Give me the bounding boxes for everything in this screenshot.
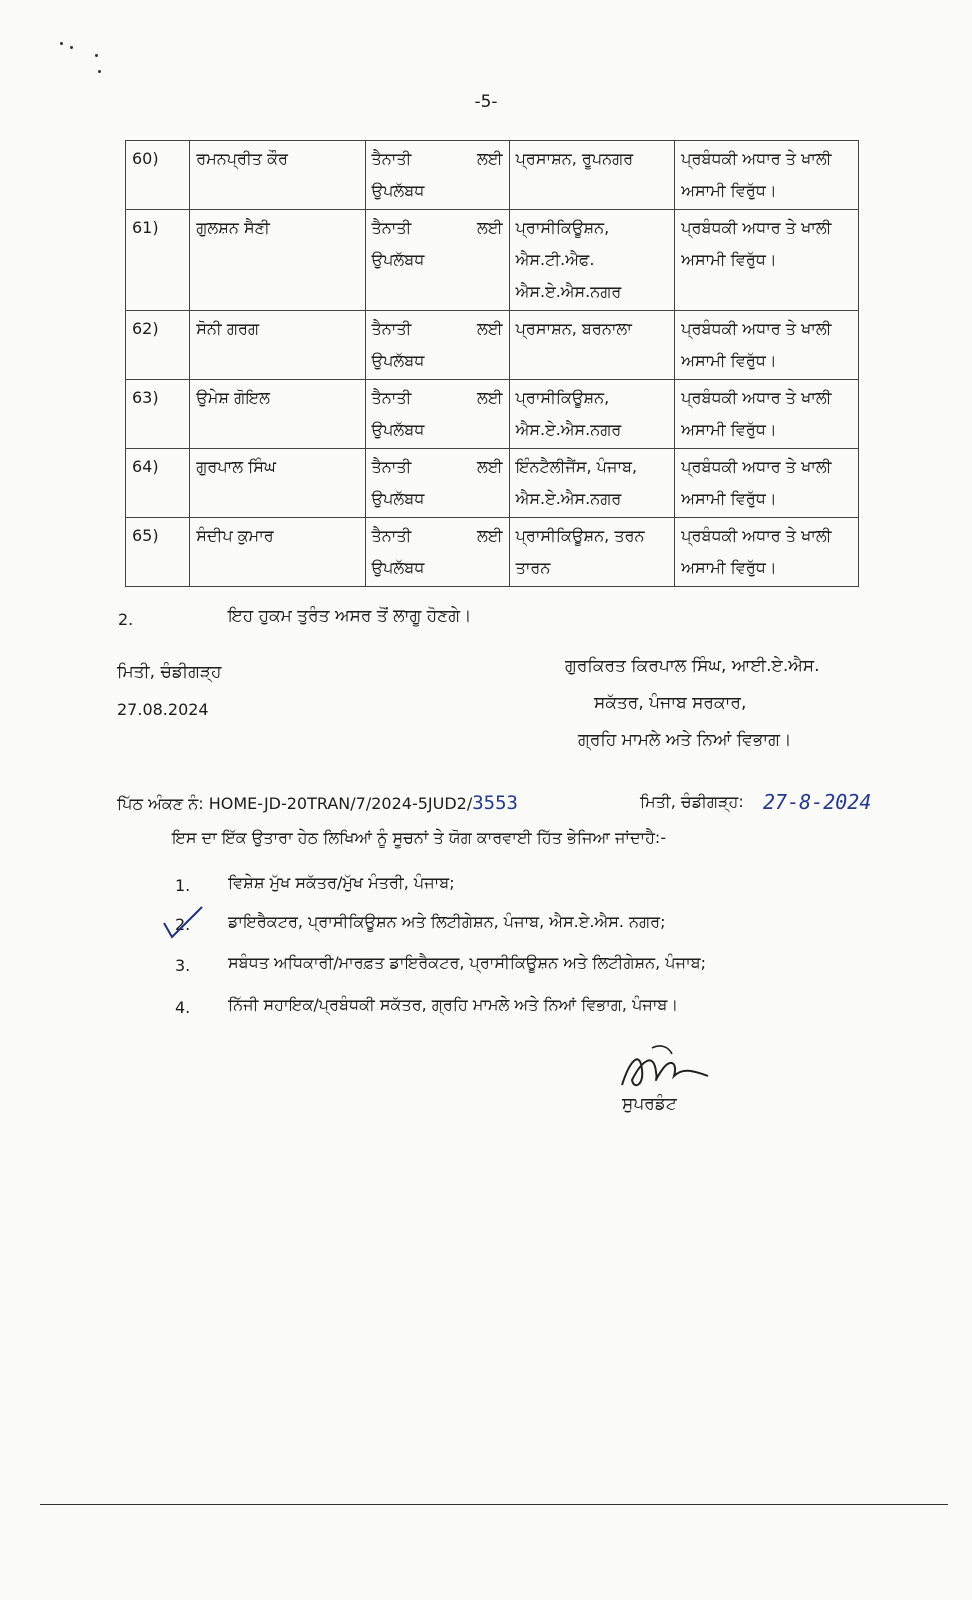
order-date: 27.08.2024 (117, 700, 209, 719)
recipient-text: ਸਬੰਧਤ ਅਧਿਕਾਰੀ/ਮਾਰਫ਼ਤ ਡਾਇਰੈਕਟਰ, ਪ੍ਰਾਸੀਕਿਊਸ਼ਨ ਅਤੇ ਲਿਟੀਗੇਸ਼ਨ, ਪੰਜਾਬ; (228, 953, 707, 972)
status-word: ਤੈਨਾਤੀ (371, 218, 412, 237)
table-row (126, 380, 859, 449)
status-word: ਤੈਨਾਤੀ (371, 457, 412, 476)
posting-line: ਐਸ.ਏ.ਐਸ.ਨਗਰ (515, 489, 622, 508)
endorsement-label: ਪਿੱਠ ਅੰਕਣ ਨੰ: (117, 794, 204, 813)
recipient-number: 2. (175, 915, 191, 934)
posting-line: ਪ੍ਰਾਸੀਕਿਊਸ਼ਨ, ਤਰਨ (515, 526, 645, 545)
remark-cell (675, 380, 859, 449)
date-place: ਮਿਤੀ, ਚੰਡੀਗੜ੍ਹ (117, 662, 222, 682)
page-number: -5- (474, 92, 498, 112)
posting-line: ਪ੍ਰਾਸੀਕਿਊਸ਼ਨ, (515, 388, 610, 407)
posting-cell (509, 449, 675, 518)
name-cell: ਗੁਰਪਾਲ ਸਿੰਘ (190, 449, 365, 518)
status-cell (365, 141, 509, 210)
recipient-text: ਡਾਇਰੈਕਟਰ, ਪ੍ਰਾਸੀਕਿਊਸ਼ਨ ਅਤੇ ਲਿਟੀਗੇਸ਼ਨ, ਪੰਜਾਬ, ਐਸ.ਏ.ਐਸ. ਨਗਰ; (228, 912, 666, 931)
remark-line: ਅਸਾਮੀ ਵਿਰੁੱਧ। (681, 181, 777, 200)
remark-line: ਅਸਾਮੀ ਵਿਰੁੱਧ। (681, 558, 777, 577)
posting-cell (509, 210, 675, 311)
recipient-number: 4. (175, 998, 191, 1017)
posting-line: ਪ੍ਰਸਾਸ਼ਨ, ਰੂਪਨਗਰ (515, 149, 634, 168)
endorsement-line (117, 792, 518, 814)
remark-cell (675, 210, 859, 311)
remark-cell (675, 518, 859, 587)
remark-line: ਪ੍ਰਬੰਧਕੀ ਅਧਾਰ ਤੇ ਖਾਲੀ (681, 149, 832, 168)
status-word: ਉਪਲੱਬਧ (371, 558, 425, 577)
status-line (372, 451, 503, 483)
signatory-department: ਗ੍ਰਹਿ ਮਾਮਲੇ ਅਤੇ ਨਿਆਂ ਵਿਭਾਗ। (578, 730, 792, 750)
para-number: 2. (118, 610, 134, 629)
name-cell: ਸੋਨੀ ਗਰਗ (190, 311, 365, 380)
remark-cell (675, 449, 859, 518)
serial-cell: 62) (126, 311, 190, 380)
posting-line: ਪ੍ਰਸਾਸ਼ਨ, ਬਰਨਾਲਾ (515, 319, 632, 338)
endorsement-date-label: ਮਿਤੀ, ਚੰਡੀਗੜ੍ਹ: (640, 792, 744, 811)
status-line (372, 520, 503, 552)
remark-line: ਪ੍ਰਬੰਧਕੀ ਅਧਾਰ ਤੇ ਖਾਲੀ (681, 388, 832, 407)
recipient-text: ਨਿੱਜੀ ਸਹਾਇਕ/ਪ੍ਰਬੰਧਕੀ ਸਕੱਤਰ, ਗ੍ਰਹਿ ਮਾਮਲੇ ਅਤੇ ਨਿਆਂ ਵਿਭਾਗ, ਪੰਜਾਬ। (228, 995, 679, 1014)
remark-line: ਪ੍ਰਬੰਧਕੀ ਅਧਾਰ ਤੇ ਖਾਲੀ (681, 218, 832, 237)
table-row (126, 311, 859, 380)
recipient-text: ਵਿਸ਼ੇਸ਼ ਮੁੱਖ ਸਕੱਤਰ/ਮੁੱਖ ਮੰਤਰੀ, ਪੰਜਾਬ; (228, 873, 455, 892)
status-cell (365, 518, 509, 587)
posting-line: ਤਾਰਨ (515, 558, 551, 577)
posting-cell (509, 518, 675, 587)
status-line (372, 143, 503, 175)
posting-table (125, 140, 859, 587)
status-line (372, 313, 503, 345)
signatory-name: ਗੁਰਕਿਰਤ ਕਿਰਪਾਲ ਸਿੰਘ, ਆਈ.ਏ.ਐਸ. (565, 656, 820, 676)
status-word: ਤੈਨਾਤੀ (371, 149, 412, 168)
scan-speck (98, 70, 101, 73)
posting-line: ਐਸ.ਏ.ਐਸ.ਨਗਰ (515, 282, 622, 301)
handwritten-date: 27-8-2024 (763, 790, 872, 814)
status-cell (365, 210, 509, 311)
name-cell: ਸੰਦੀਪ ਕੁਮਾਰ (190, 518, 365, 587)
status-word: ਤੈਨਾਤੀ (371, 388, 412, 407)
scan-speck (95, 54, 98, 57)
name-cell: ਗੁਲਸ਼ਨ ਸੈਣੀ (190, 210, 365, 311)
recipient-number: 3. (175, 956, 191, 975)
handwritten-number: 3553 (472, 792, 518, 814)
endorsement-intro: ਇਸ ਦਾ ਇੱਕ ਉਤਾਰਾ ਹੇਠ ਲਿਖਿਆਂ ਨੂੰ ਸੂਚਨਾਂ ਤੇ ਯੋਗ ਕਾਰਵਾਈ ਹਿੱਤ ਭੇਜਿਆ ਜਾਂਦਾਹੈ:- (172, 828, 667, 847)
remark-line: ਪ੍ਰਬੰਧਕੀ ਅਧਾਰ ਤੇ ਖਾਲੀ (681, 319, 832, 338)
posting-cell (509, 380, 675, 449)
status-word: ਤੈਨਾਤੀ (371, 319, 412, 338)
status-cell (365, 380, 509, 449)
status-word: ਉਪਲੱਬਧ (371, 181, 425, 200)
status-line (372, 212, 503, 244)
tick-mark-icon (160, 903, 210, 943)
table-row (126, 518, 859, 587)
remark-line: ਪ੍ਰਬੰਧਕੀ ਅਧਾਰ ਤੇ ਖਾਲੀ (681, 526, 832, 545)
status-line (372, 382, 503, 414)
status-cell (365, 311, 509, 380)
remark-line: ਅਸਾਮੀ ਵਿਰੁੱਧ। (681, 489, 777, 508)
status-word: ਉਪਲੱਬਧ (371, 420, 425, 439)
serial-cell: 64) (126, 449, 190, 518)
posting-cell (509, 141, 675, 210)
serial-cell: 60) (126, 141, 190, 210)
status-word: ਉਪਲੱਬਧ (371, 351, 425, 370)
status-word: ਤੈਨਾਤੀ (371, 526, 412, 545)
scan-speck (70, 46, 73, 49)
serial-cell: 61) (126, 210, 190, 311)
recipient-number: 1. (175, 876, 191, 895)
status-word: ਲਈ (476, 526, 503, 545)
serial-cell: 63) (126, 380, 190, 449)
remark-line: ਅਸਾਮੀ ਵਿਰੁੱਧ। (681, 351, 777, 370)
status-word: ਉਪਲੱਬਧ (371, 250, 425, 269)
status-word: ਲਈ (476, 319, 503, 338)
status-cell (365, 449, 509, 518)
status-word: ਉਪਲੱਬਧ (371, 489, 425, 508)
endorsement-ref: HOME-JD-20TRAN/7/2024-5JUD2/ (208, 794, 473, 813)
bottom-rule (40, 1504, 948, 1505)
status-word: ਲਈ (476, 457, 503, 476)
status-word: ਲਈ (476, 218, 503, 237)
posting-line: ਪ੍ਰਾਸੀਕਿਊਸ਼ਨ, (515, 218, 610, 237)
name-cell: ਰਮਨਪ੍ਰੀਤ ਕੌਰ (190, 141, 365, 210)
table-row (126, 141, 859, 210)
scan-speck (60, 42, 63, 45)
table-row (126, 210, 859, 311)
remark-line: ਪ੍ਰਬੰਧਕੀ ਅਧਾਰ ਤੇ ਖਾਲੀ (681, 457, 832, 476)
name-cell: ਉਮੇਸ਼ ਗੋਇਲ (190, 380, 365, 449)
remark-line: ਅਸਾਮੀ ਵਿਰੁੱਧ। (681, 420, 777, 439)
remark-cell (675, 311, 859, 380)
remark-cell (675, 141, 859, 210)
para-text: ਇਹ ਹੁਕਮ ਤੁਰੰਤ ਅਸਰ ਤੋਂ ਲਾਗੂ ਹੋਣਗੇ। (228, 606, 472, 626)
serial-cell: 65) (126, 518, 190, 587)
status-word: ਲਈ (476, 388, 503, 407)
remark-line: ਅਸਾਮੀ ਵਿਰੁੱਧ। (681, 250, 777, 269)
status-word: ਲਈ (476, 149, 503, 168)
posting-line: ਇੰਨਟੈਲੀਜੈਂਸ, ਪੰਜਾਬ, (515, 457, 638, 476)
posting-cell (509, 311, 675, 380)
posting-line: ਐਸ.ਟੀ.ਐਫ. (515, 250, 595, 269)
superintendent-title: ਸੁਪਰਡੰਟ (622, 1094, 677, 1114)
table-row (126, 449, 859, 518)
signatory-designation: ਸਕੱਤਰ, ਪੰਜਾਬ ਸਰਕਾਰ, (594, 693, 747, 713)
posting-line: ਐਸ.ਏ.ਐਸ.ਨਗਰ (515, 420, 622, 439)
signature-image (612, 1040, 722, 1100)
